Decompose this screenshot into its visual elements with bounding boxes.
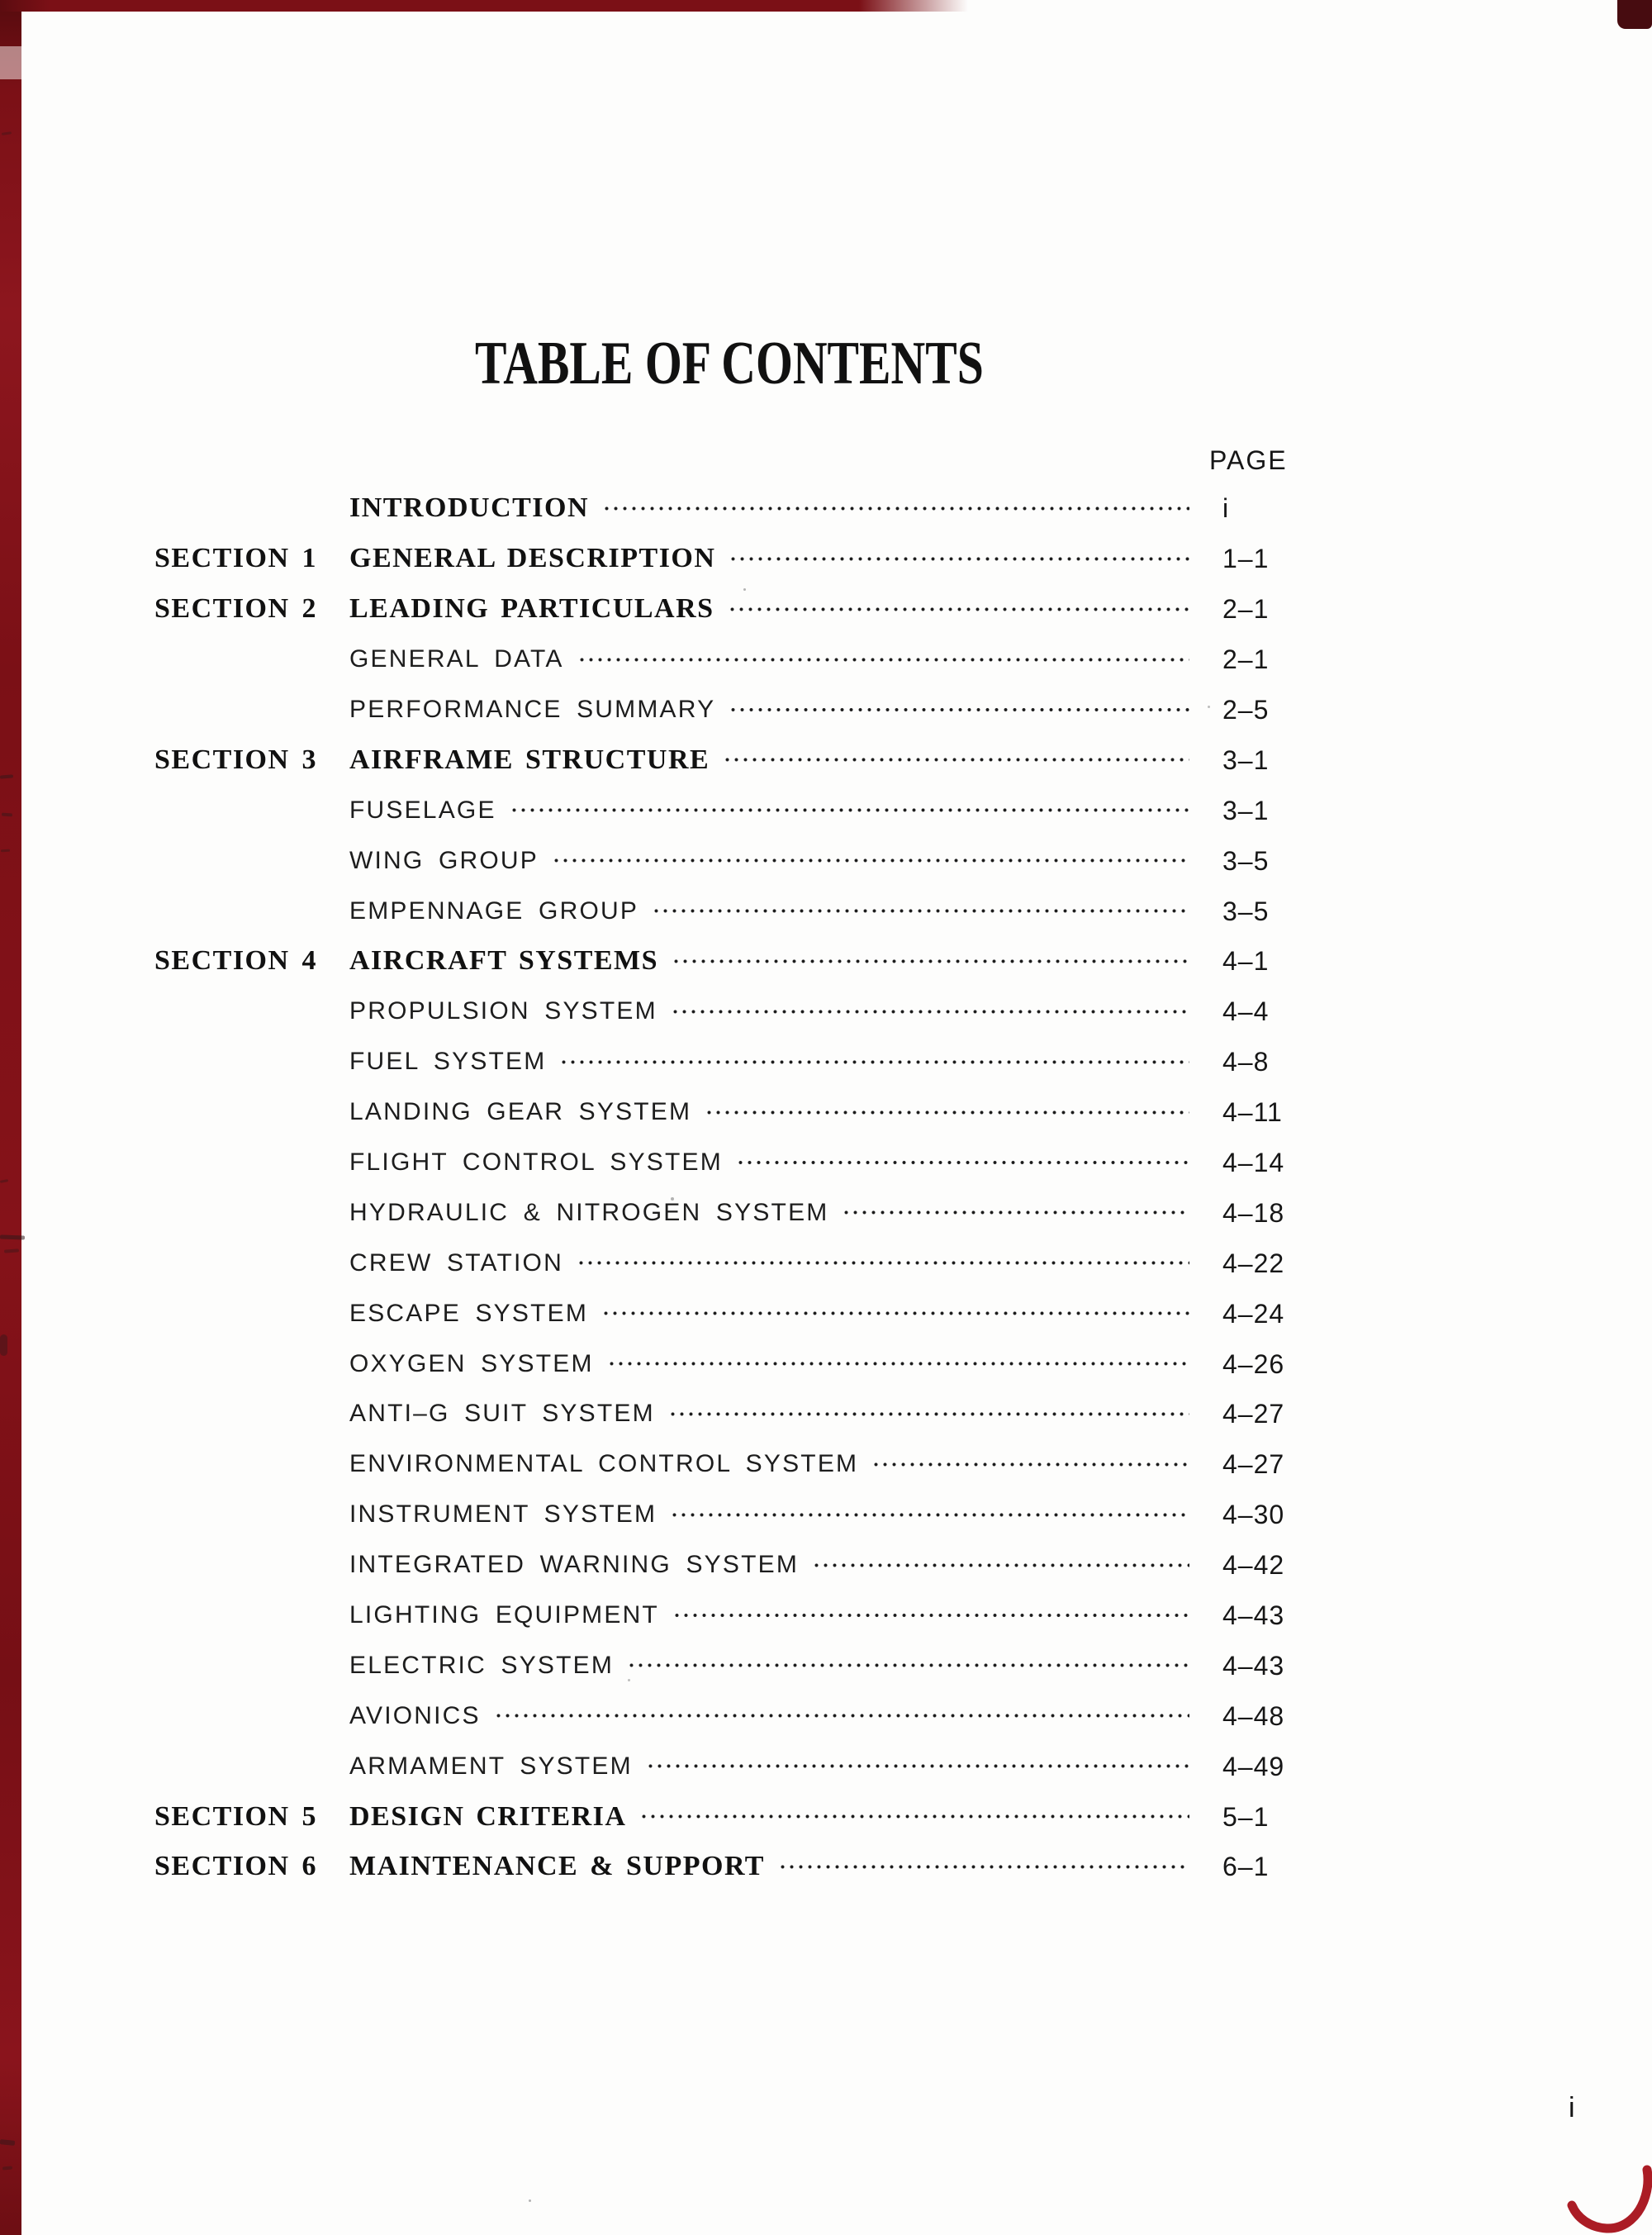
dot-leader [736, 1138, 1189, 1188]
toc-item-title: AVIONICS [349, 1701, 481, 1729]
dot-leader [672, 936, 1189, 987]
toc-item-title: WING GROUP [349, 846, 539, 874]
toc-row [154, 1439, 1313, 1490]
toc-row [154, 1087, 1313, 1138]
dot-leader [652, 886, 1189, 936]
dot-leader [646, 1741, 1189, 1791]
dot-leader [668, 1389, 1189, 1439]
toc-item-title: DESIGN CRITERIA [349, 1800, 627, 1832]
toc-item-title: MAINTENANCE & SUPPORT [349, 1851, 765, 1882]
dot-leader [510, 785, 1189, 835]
toc-row [154, 1339, 1313, 1389]
toc-page-number: 2–5 [1222, 695, 1270, 725]
toc-page-number: 4–1 [1222, 946, 1270, 977]
toc-row [154, 1037, 1313, 1087]
toc-item-title: PERFORMANCE SUMMARY [349, 696, 716, 723]
toc-row [154, 1741, 1313, 1791]
dot-leader [812, 1540, 1189, 1591]
toc-item-title: FLIGHT CONTROL SYSTEM [349, 1148, 723, 1177]
dot-leader [670, 1490, 1189, 1540]
toc-row [154, 735, 1313, 785]
dot-leader [494, 1691, 1189, 1741]
toc-page-number: 4–14 [1222, 1148, 1285, 1178]
toc-page-number: 4–18 [1222, 1197, 1285, 1228]
toc-row [154, 835, 1313, 886]
toc-row [154, 534, 1313, 584]
toc-section-label: SECTION 1 [154, 543, 318, 574]
toc-item-title: FUSELAGE [349, 796, 496, 824]
dot-leader [672, 1591, 1189, 1641]
dot-leader [729, 534, 1189, 584]
scan-speck [529, 2199, 531, 2202]
toc-list [154, 483, 1313, 1892]
toc-row [154, 1540, 1313, 1591]
toc-page-number: 3–1 [1222, 795, 1270, 825]
toc-page-number: 3–5 [1222, 896, 1270, 926]
toc-page-number: i [1222, 493, 1230, 524]
toc-item-title: HYDRAULIC & NITROGEN SYSTEM [349, 1198, 829, 1226]
scan-swoosh-mark [1564, 2158, 1652, 2235]
scan-corner-top-right [1617, 0, 1652, 29]
toc-row [154, 1389, 1313, 1439]
toc-row [154, 1591, 1313, 1641]
toc-item-title: AIRFRAME STRUCTURE [349, 744, 710, 775]
scan-mark [1, 849, 10, 853]
dot-leader [639, 1791, 1189, 1842]
scan-speck [1208, 706, 1210, 708]
toc-page-number: 4–48 [1222, 1700, 1285, 1731]
toc-item-title: AIRCRAFT SYSTEMS [349, 945, 659, 977]
toc-section-label: SECTION 5 [154, 1800, 318, 1832]
toc-row [154, 584, 1313, 635]
toc-page-number: 4–49 [1222, 1751, 1285, 1781]
toc-row [154, 483, 1313, 534]
toc-item-title: INTEGRATED WARNING SYSTEM [349, 1551, 800, 1579]
toc-item-title: CREW STATION [349, 1248, 563, 1277]
toc-row [154, 1490, 1313, 1540]
scan-edge-notch [0, 46, 21, 79]
folio-page-number: i [1569, 2092, 1575, 2123]
scan-mark [0, 1234, 25, 1239]
dot-leader [778, 1842, 1189, 1892]
toc-item-title: GENERAL DATA [349, 645, 564, 673]
dot-leader [627, 1640, 1189, 1691]
toc-row [154, 1187, 1313, 1238]
toc-page-number: 2–1 [1222, 594, 1270, 625]
toc-item-title: INTRODUCTION [349, 492, 590, 524]
toc-page-number: 6–1 [1222, 1852, 1270, 1882]
dot-leader [723, 735, 1189, 785]
toc-row [154, 886, 1313, 936]
toc-item-title: FUEL SYSTEM [349, 1048, 547, 1076]
toc-page-number: 4–4 [1222, 996, 1270, 1027]
toc-page-number: 2–1 [1222, 644, 1270, 675]
toc-page-number: 4–11 [1222, 1097, 1283, 1128]
scan-speck [628, 1679, 630, 1681]
scan-speck [743, 588, 746, 591]
scan-mark [0, 1334, 7, 1356]
toc-page-number: 3–1 [1222, 744, 1270, 775]
toc-item-title: EMPENNAGE GROUP [349, 896, 639, 925]
toc-page-number: 4–24 [1222, 1298, 1285, 1329]
toc-section-label: SECTION 2 [154, 593, 318, 625]
toc-item-title: INSTRUMENT SYSTEM [349, 1500, 657, 1529]
dot-leader [577, 1238, 1189, 1288]
page-title: TABLE OF CONTENTS [475, 330, 984, 397]
toc-page-number: 4–43 [1222, 1600, 1285, 1631]
toc-page-number: 4–22 [1222, 1248, 1285, 1278]
toc-row [154, 685, 1313, 735]
toc-row [154, 936, 1313, 987]
toc-item-title: ENVIRONMENTAL CONTROL SYSTEM [349, 1450, 859, 1478]
dot-leader [842, 1187, 1189, 1238]
toc-item-title: LIGHTING EQUIPMENT [349, 1601, 659, 1629]
toc-item-title: PROPULSION SYSTEM [349, 997, 657, 1025]
toc-item-title: LEADING PARTICULARS [349, 593, 714, 625]
dot-leader [552, 835, 1189, 886]
scan-edge-left-strip [0, 0, 21, 2235]
dot-leader [871, 1439, 1189, 1490]
toc-section-label: SECTION 4 [154, 945, 318, 977]
toc-item-title: LANDING GEAR SYSTEM [349, 1098, 692, 1126]
scan-speck [671, 1197, 674, 1201]
toc-row [154, 1238, 1313, 1288]
toc-section-label: SECTION 3 [154, 744, 318, 775]
dot-leader [728, 584, 1189, 635]
dot-leader [607, 1339, 1189, 1389]
toc-page-number: 4–8 [1222, 1047, 1270, 1077]
toc-page-number: 5–1 [1222, 1801, 1270, 1832]
toc-row [154, 1640, 1313, 1691]
toc-page-number: 4–30 [1222, 1500, 1285, 1530]
toc-row [154, 785, 1313, 835]
page-column-header: PAGE [1209, 445, 1288, 475]
toc-row [154, 1791, 1313, 1842]
toc-page-number: 1–1 [1222, 544, 1270, 574]
toc-page-number: 4–26 [1222, 1348, 1285, 1379]
toc-row [154, 987, 1313, 1037]
toc-page-number: 3–5 [1222, 845, 1270, 876]
dot-leader [559, 1037, 1189, 1087]
dot-leader [705, 1087, 1189, 1138]
toc-page-number: 4–27 [1222, 1399, 1285, 1429]
toc-item-title: ELECTRIC SYSTEM [349, 1651, 615, 1679]
toc-item-title: OXYGEN SYSTEM [349, 1349, 594, 1377]
dot-leader [601, 1288, 1189, 1339]
toc-section-label: SECTION 6 [154, 1851, 318, 1882]
toc-item-title: ARMAMENT SYSTEM [349, 1752, 633, 1780]
dot-leader [671, 987, 1189, 1037]
toc-page-number: 4–27 [1222, 1449, 1285, 1480]
toc-row [154, 1138, 1313, 1188]
dot-leader [729, 685, 1189, 735]
toc-row [154, 635, 1313, 685]
toc-page-number: 4–42 [1222, 1550, 1285, 1581]
scan-mark [2, 813, 12, 817]
toc-item-title: ANTI–G SUIT SYSTEM [349, 1400, 655, 1428]
dot-leader [577, 635, 1189, 685]
toc-row [154, 1288, 1313, 1339]
toc-row [154, 1691, 1313, 1741]
toc-row [154, 1842, 1313, 1892]
toc-item-title: GENERAL DESCRIPTION [349, 543, 716, 574]
toc-page-number: 4–43 [1222, 1650, 1285, 1681]
scan-edge-top-strip [0, 0, 968, 12]
toc-item-title: ESCAPE SYSTEM [349, 1299, 589, 1327]
dot-leader [602, 483, 1189, 534]
